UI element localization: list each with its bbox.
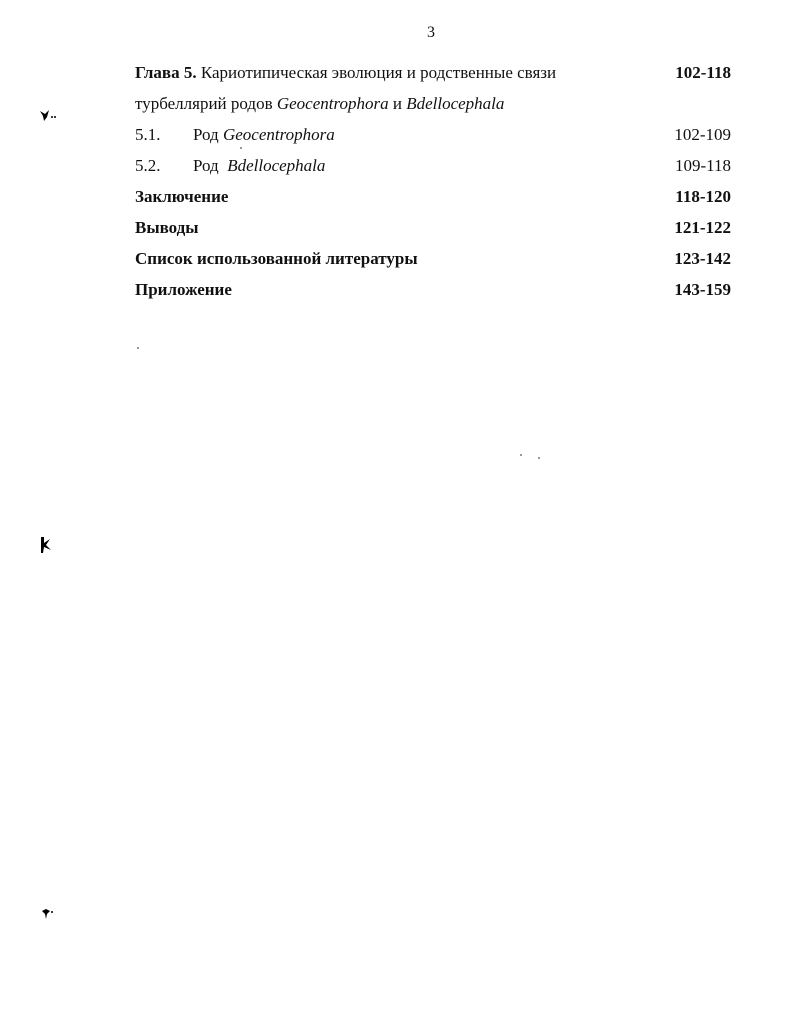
toc-entry-conclusion xyxy=(135,185,731,216)
chapter5-title-line2 xyxy=(135,92,504,116)
section-5-1-title xyxy=(193,123,335,147)
appendix-pages: 143-159 xyxy=(674,280,731,299)
section-5-2-word: Род xyxy=(193,156,219,175)
toc-entry-findings xyxy=(135,216,731,247)
binding-hole-mark-middle xyxy=(38,535,58,555)
section-5-1-genus: Geocentrophora xyxy=(222,125,335,144)
toc-entry-5-1 xyxy=(135,123,731,154)
references-title: Список использованной литературы xyxy=(135,249,418,268)
binding-hole-mark-top xyxy=(38,108,60,124)
table-of-contents xyxy=(135,61,731,309)
toc-entry-5-2 xyxy=(135,154,731,185)
conclusion-pages: 118-120 xyxy=(675,187,731,206)
toc-entry-chapter5 xyxy=(135,61,731,92)
section-5-2-pages: 109-118 xyxy=(674,156,731,175)
findings-pages: 121-122 xyxy=(674,218,731,237)
section-5-1-pages: 102-109 xyxy=(674,125,731,144)
chapter5-pages: 102-118 xyxy=(675,63,731,82)
section-5-1-word: Род xyxy=(193,125,219,144)
conclusion-title: Заключение xyxy=(135,187,229,206)
section-5-1-number: 5.1. xyxy=(135,125,161,144)
references-pages: 123-142 xyxy=(674,249,731,268)
toc-entry-references xyxy=(135,247,731,278)
chapter5-genus2: Bdellocephala xyxy=(406,94,505,113)
scan-speck xyxy=(137,347,139,349)
appendix-title: Приложение xyxy=(135,280,232,299)
scan-speck xyxy=(520,454,522,456)
findings-title: Выводы xyxy=(135,218,199,237)
section-5-2-number: 5.2. xyxy=(135,156,161,175)
binding-hole-mark-bottom xyxy=(40,907,56,921)
chapter5-heading: Глава 5. xyxy=(135,63,197,82)
scan-speck xyxy=(538,457,540,459)
toc-entry-appendix xyxy=(135,278,731,309)
toc-entry-chapter5-line2 xyxy=(135,92,731,123)
chapter5-title-line1 xyxy=(135,61,556,85)
chapter5-title-text: Кариотипическая эволюция и родственные связи xyxy=(200,63,557,82)
chapter5-genus1: Geocentrophora xyxy=(276,94,389,113)
page-number: 3 xyxy=(427,24,435,41)
section-5-2-title xyxy=(193,154,325,178)
scan-speck xyxy=(240,147,242,149)
section-5-2-genus: Bdellocephala xyxy=(227,156,326,175)
chapter5-line2-prefix: турбеллярий родов xyxy=(135,94,273,113)
chapter5-conj: и xyxy=(392,94,402,113)
